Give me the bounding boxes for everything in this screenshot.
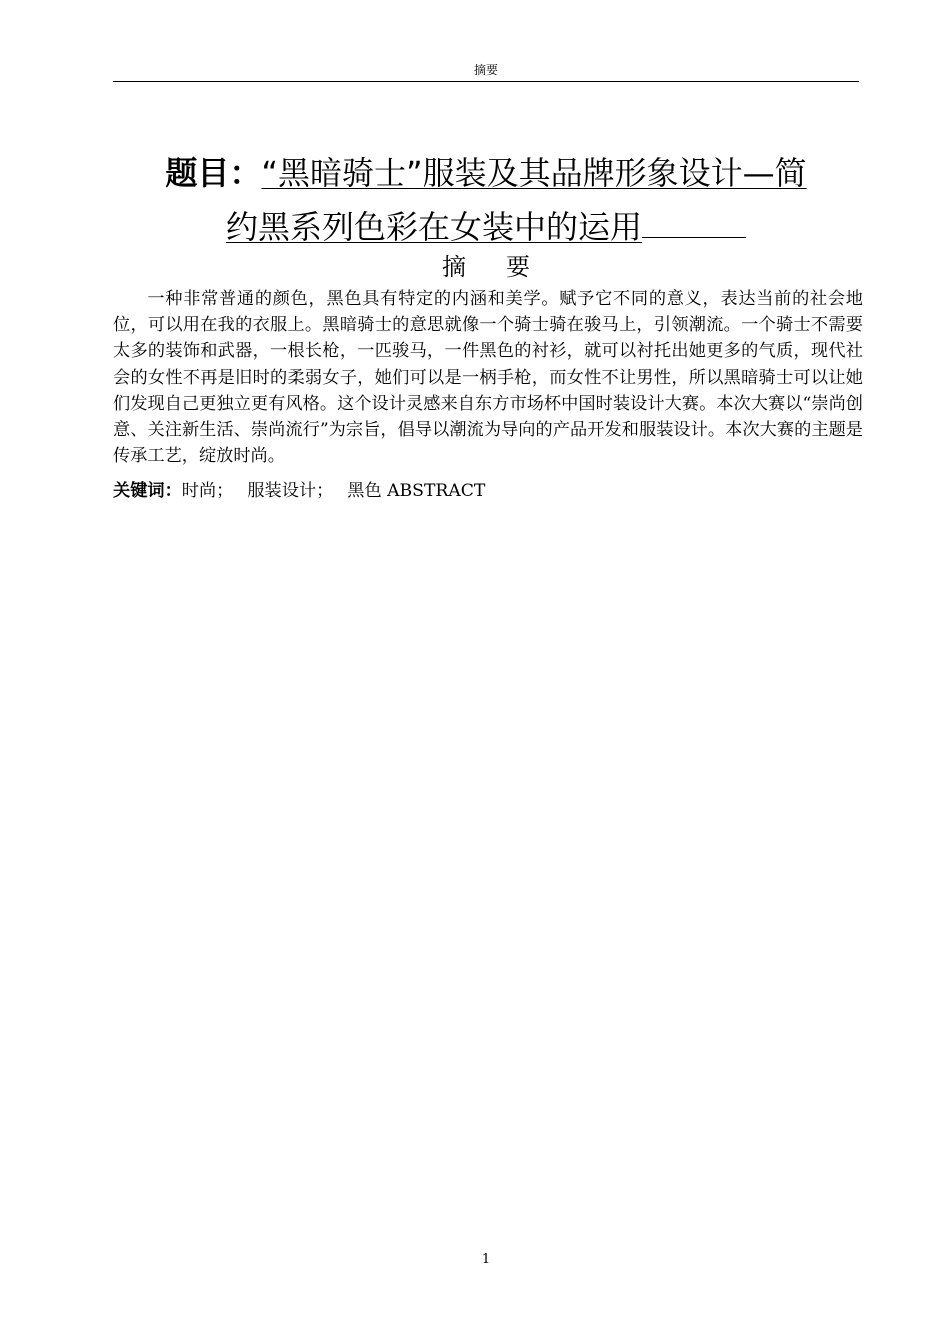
keyword-item: 服装设计； xyxy=(247,481,334,501)
page-number: 1 xyxy=(481,1252,491,1267)
title-prefix: 题目： xyxy=(165,154,262,192)
document-title xyxy=(113,146,859,254)
title-line-1: “黑暗骑士”服装及其品牌形象设计—简 xyxy=(261,154,807,192)
keywords-label: 关键词： xyxy=(113,481,182,501)
header-divider xyxy=(113,81,859,82)
keyword-item: 时尚； xyxy=(181,481,234,501)
running-header: 摘要 xyxy=(473,63,498,77)
title-line-2: 约黑系列色彩在女装中的运用 xyxy=(225,208,642,246)
keywords-line xyxy=(113,478,859,504)
keyword-item: 黑色 ABSTRACT xyxy=(347,481,486,501)
abstract-heading: 摘要 xyxy=(442,253,570,281)
title-underline-filler xyxy=(642,207,746,238)
abstract-body: 一种非常普通的颜色，黑色具有特定的内涵和美学。赋予它不同的意义，表达当前的社会地位，可以用在我的衣服上。黑暗骑士的意思就像一个骑士骑在骏马上，引领潮流。一个骑士不需要太多的装饰和武器，一根长枪，一匹骏马，一件黑色的衬衫，就可以衬托出她更多的气质，现代社会的女性不再是旧时的柔弱女子，她们可以是一柄手枪，而女性不让男性，所以黑暗骑士可以让她们发现自己更独立更有风格。这个设计灵感来自东方市场杯中国时装设计大赛。本次大赛以“崇尚创意、关注新生活、崇尚流行”为宗旨，倡导以潮流为导向的产品开发和服装设计。本次大赛的主题是传承工艺，绽放时尚。 xyxy=(113,289,863,467)
